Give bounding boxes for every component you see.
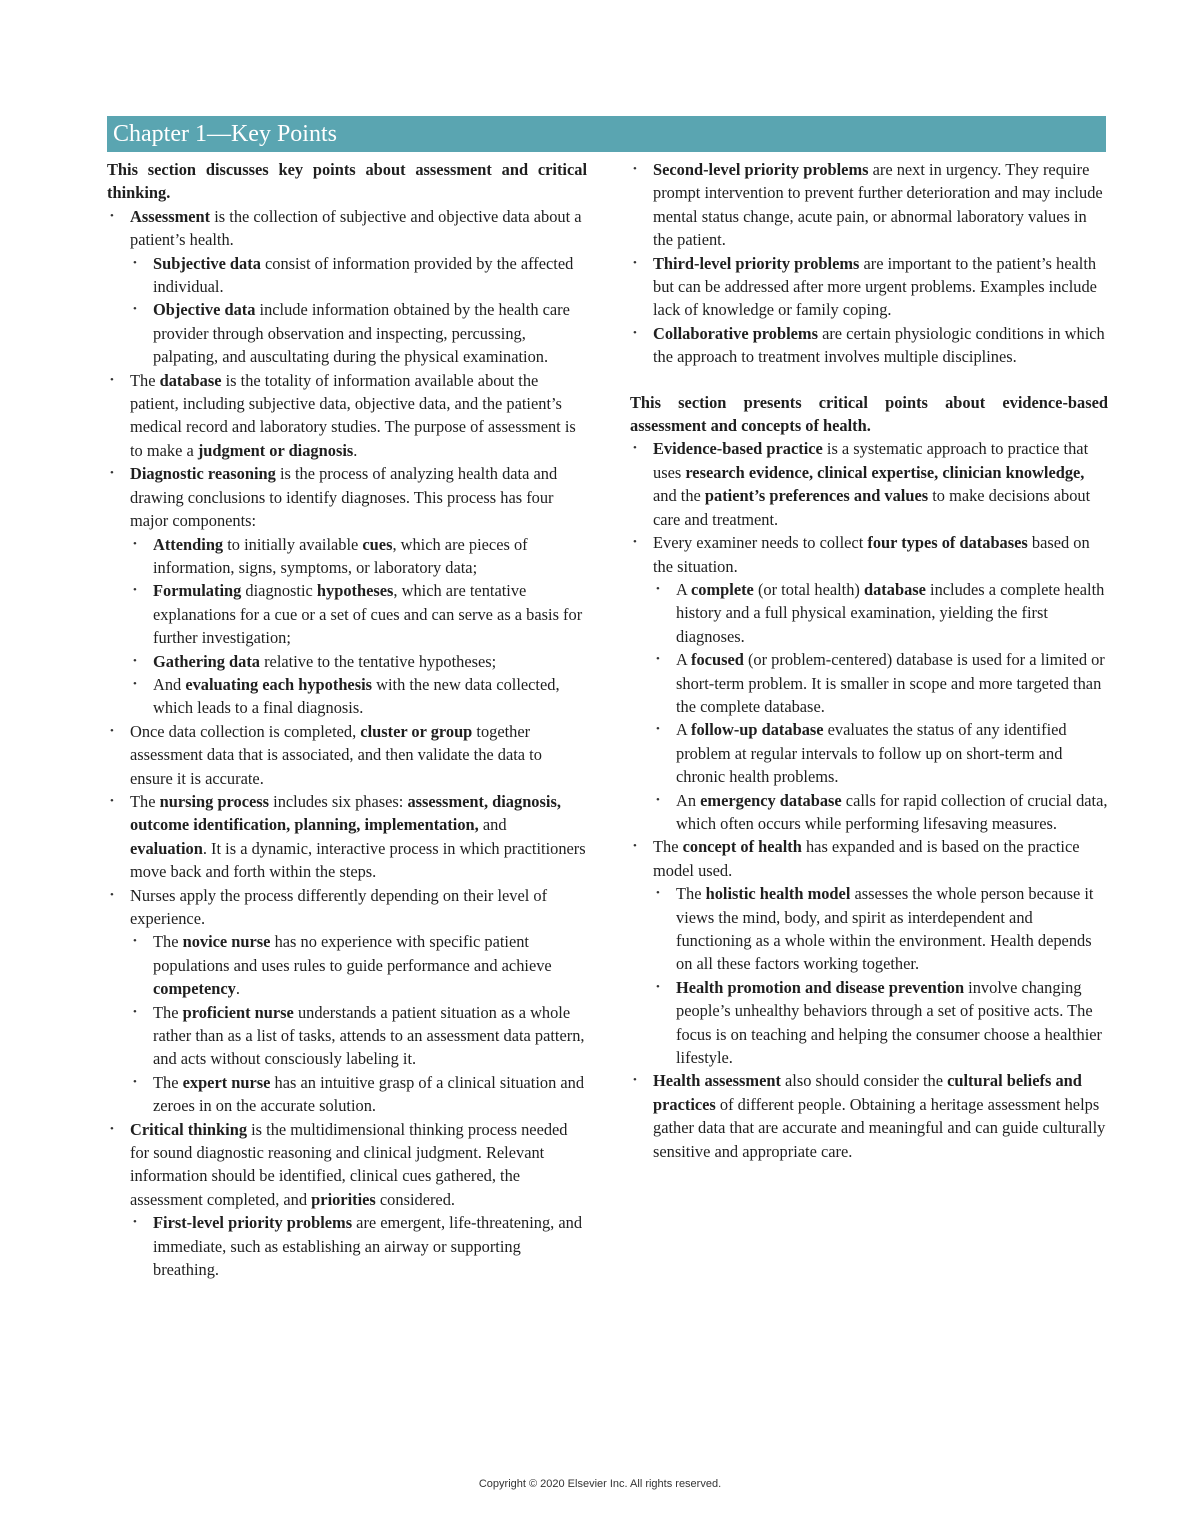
item-text: include information obtained by the health care provider through observation and inspecting, percussing, palpating, and auscultating during the physical examination.	[153, 300, 570, 367]
key-term: competency	[153, 979, 236, 999]
key-term: Gathering data	[153, 651, 260, 671]
chapter-title: Chapter 1—Key Points	[113, 120, 337, 147]
left-column	[107, 158, 587, 1282]
sub-list-item	[130, 930, 587, 1000]
bullet-icon: •	[110, 209, 114, 222]
item-text: involve changing people’s unhealthy behaviors through a set of positive acts. The focus is on teaching and helping the consumer choose a healthier lifestyle.	[676, 977, 1103, 1068]
sub-list-item	[130, 533, 587, 580]
item-text: The	[153, 1072, 183, 1092]
item-text: Once data collection is completed,	[130, 721, 361, 741]
item-text: , which are tentative explanations for a cue or a set of cues and can serve as a basis for further investigation;	[153, 581, 583, 648]
item-text: has no experience with specific patient populations and uses rules to guide performance and achieve	[153, 932, 552, 975]
item-text: (or problem-centered) database is used for a limited or short-term problem. It is smaller in scope and more targeted than the complete database.	[676, 650, 1105, 716]
sub-list-item	[130, 673, 587, 720]
key-term: hypotheses	[316, 581, 394, 601]
list-item	[630, 158, 1108, 252]
bullet-icon: •	[133, 654, 137, 667]
bullet-icon: •	[133, 537, 137, 550]
list-item	[107, 205, 587, 369]
item-text: calls for rapid collection of crucial data, which often occurs while performing lifesaving measures.	[676, 790, 1108, 833]
bullet-icon: •	[133, 935, 137, 948]
key-term: Attending	[153, 534, 224, 554]
key-term: complete	[691, 579, 754, 599]
key-term: concept of health	[682, 837, 802, 857]
item-text: also should consider the	[780, 1071, 948, 1091]
sub-list-item	[130, 579, 587, 649]
section-intro-assessment: This section discusses key points about assessment and critical thinking.	[107, 160, 587, 203]
item-text: The	[653, 837, 683, 857]
item-text: has an intuitive grasp of a clinical situation and zeroes in on the accurate solution.	[153, 1072, 585, 1116]
chapter-header-bar	[107, 116, 1106, 152]
item-text: considered.	[375, 1189, 456, 1209]
key-term: research evidence, clinical expertise, clinician knowledge,	[685, 462, 1085, 482]
sub-list-item	[653, 789, 1108, 836]
key-term: Health promotion and disease prevention	[676, 977, 965, 997]
key-term: Objective data	[153, 300, 256, 320]
bullet-icon: •	[110, 373, 114, 386]
list-item	[630, 531, 1108, 835]
bullet-icon: •	[110, 724, 114, 737]
key-term: proficient nurse	[182, 1002, 294, 1022]
bullet-icon: •	[133, 1005, 137, 1018]
copyright-footer: Copyright © 2020 Elsevier Inc. All rights reserved.	[478, 1478, 722, 1490]
key-term: focused	[691, 650, 744, 670]
key-term: Assessment	[130, 206, 211, 226]
item-text: , which are pieces of information, signs, symptoms, or laboratory data;	[153, 534, 528, 577]
bullet-icon: •	[133, 1216, 137, 1229]
sub-list-item	[653, 648, 1108, 718]
key-term: Formulating	[153, 581, 242, 601]
bullet-icon: •	[633, 163, 637, 175]
item-text: and the	[653, 486, 705, 506]
sub-list-item	[130, 252, 587, 299]
item-text: is the collection of subjective and objective data about a patient’s health.	[130, 206, 582, 250]
bullet-icon: •	[110, 794, 114, 807]
bullet-icon: •	[133, 303, 137, 316]
list-item	[630, 437, 1108, 531]
item-text: The	[676, 884, 706, 904]
list-item	[630, 835, 1108, 1069]
item-text: includes a complete health history and a full physical examination, yielding the first diagnoses.	[676, 579, 1105, 646]
bullet-icon: •	[656, 980, 660, 993]
key-term: Critical thinking	[130, 1119, 248, 1139]
list-item	[107, 720, 587, 790]
bullet-icon: •	[133, 677, 137, 690]
sub-list-item	[130, 1211, 587, 1281]
item-text: is a systematic approach to practice that uses	[653, 439, 1089, 482]
sub-list	[653, 882, 1108, 1069]
sub-list-item	[653, 718, 1108, 788]
item-text: is the totality of information available about the patient, including subjective data, objective data, and the patient’s medical record and laboratory studies. The purpose of assessment is to make a	[130, 370, 576, 460]
item-text: together assessment data that is associated, and then validate the data to ensure it is accurate.	[130, 721, 542, 788]
sub-list-item	[653, 578, 1108, 648]
item-text: .	[353, 440, 358, 460]
item-text: with the new data collected, which leads to a final diagnosis.	[153, 674, 560, 718]
sub-list-item	[130, 650, 587, 673]
list-item	[107, 790, 587, 884]
sub-list-item	[653, 882, 1108, 976]
priority-problems-list	[630, 158, 1108, 369]
item-text: A	[676, 579, 692, 599]
sub-list-item	[130, 298, 587, 368]
key-term: cultural beliefs and practices	[653, 1071, 1082, 1114]
item-text: The	[130, 370, 160, 390]
item-text: .	[235, 979, 240, 999]
bullet-icon: •	[633, 840, 637, 853]
item-text: to make decisions about care and treatment.	[653, 486, 1091, 529]
key-term: cues	[362, 534, 393, 554]
item-text: The	[153, 932, 183, 952]
item-text: Every examiner needs to collect	[653, 533, 868, 553]
item-text: A	[676, 650, 692, 670]
key-term: First-level priority problems	[153, 1213, 353, 1233]
bullet-icon: •	[656, 793, 660, 806]
key-term: Diagnostic reasoning	[130, 464, 276, 484]
key-term: Second-level priority problems	[653, 160, 869, 179]
key-term: novice nurse	[182, 932, 271, 952]
item-text: to initially available	[223, 534, 363, 554]
right-key-points-list	[630, 437, 1108, 1163]
item-text: based on the situation.	[653, 533, 1090, 576]
list-item	[107, 1118, 587, 1282]
item-text: The	[130, 791, 160, 811]
bullet-icon: •	[133, 584, 137, 597]
key-term: evaluation	[130, 838, 203, 858]
key-term: Collaborative problems	[653, 323, 818, 343]
key-term: Health assessment	[653, 1071, 781, 1091]
item-text: The	[153, 1002, 183, 1022]
key-term: assessment, diagnosis, outcome identification, planning, implementation,	[130, 791, 561, 835]
item-text: diagnostic	[241, 581, 317, 601]
bullet-icon: •	[633, 1074, 637, 1087]
bullet-icon: •	[133, 1075, 137, 1088]
item-text: assesses the whole person because it views the mind, body, and spirit as interdependent and functioning as a whole within the environment. Health depends on all these factors working together.	[676, 884, 1094, 974]
item-text: are next in urgency. They require prompt intervention to prevent further deterioration and may include mental status change, acute pain, or abnormal laboratory values in the patient.	[653, 160, 1103, 250]
item-text: includes six phases:	[269, 791, 408, 811]
item-text: has expanded and is based on the practice model used.	[653, 837, 1080, 880]
list-item	[630, 1069, 1108, 1163]
list-item	[107, 884, 587, 1118]
bullet-icon: •	[633, 536, 637, 549]
bullet-icon: •	[633, 442, 637, 455]
item-text: consist of information provided by the affected individual.	[153, 253, 574, 297]
list-item	[107, 369, 587, 463]
item-text: (or total health)	[753, 579, 864, 599]
item-text: relative to the tentative hypotheses;	[260, 651, 497, 671]
item-text: A	[676, 720, 692, 740]
key-term: evaluating each hypothesis	[185, 674, 373, 694]
item-text: and	[478, 815, 507, 835]
key-term: priorities	[311, 1189, 376, 1209]
item-text: And	[153, 674, 186, 694]
item-text: of different people. Obtaining a heritage assessment helps gather data that are accurate and meaningful and can guide culturally sensitive and appropriate care.	[653, 1094, 1106, 1161]
bullet-icon: •	[656, 723, 660, 736]
bullet-icon: •	[110, 1122, 114, 1135]
key-term: cluster or group	[360, 721, 473, 741]
list-item	[107, 462, 587, 719]
key-term: four types of databases	[867, 533, 1028, 553]
section-intro-evidence-based: This section presents critical points about evidence-based assessment and concepts of health.	[630, 392, 1108, 436]
key-term: emergency database	[700, 790, 842, 810]
sub-list	[653, 578, 1108, 835]
item-text: An	[676, 790, 701, 810]
bullet-icon: •	[110, 467, 114, 480]
bullet-icon: •	[656, 582, 660, 595]
list-item	[630, 252, 1108, 322]
sub-list	[130, 1211, 587, 1281]
left-key-points-list	[107, 205, 587, 1282]
bullet-icon: •	[110, 888, 114, 901]
sub-list-item	[130, 1071, 587, 1118]
key-term: database	[863, 579, 926, 599]
bullet-icon: •	[656, 653, 660, 666]
bullet-icon: •	[633, 326, 637, 339]
key-term: judgment or diagnosis	[197, 440, 354, 460]
sub-list	[130, 533, 587, 720]
item-text: . It is a dynamic, interactive process in which practitioners move back and forth within the steps.	[130, 838, 586, 882]
key-term: Evidence-based practice	[653, 439, 823, 459]
key-term: Third-level priority problems	[653, 253, 860, 273]
item-text: are certain physiologic conditions in which the approach to treatment involves multiple disciplines.	[653, 323, 1105, 367]
item-text: are emergent, life-threatening, and immediate, such as establishing an airway or supporting breathing.	[153, 1213, 583, 1280]
bullet-icon: •	[656, 887, 660, 900]
sub-list-item	[130, 1001, 587, 1071]
right-column	[630, 158, 1108, 1163]
item-text: understands a patient situation as a whole rather than as a list of tasks, attends to an assessment data pattern, and acts without consciously labeling it.	[153, 1002, 585, 1069]
sub-list-item	[653, 976, 1108, 1070]
key-term: patient’s preferences and values	[704, 486, 929, 506]
item-text: is the multidimensional thinking process needed for sound diagnostic reasoning and clinical judgment. Relevant information should be identified, clinical cues gathered, the assessment completed, and	[130, 1119, 568, 1209]
key-term: expert nurse	[182, 1072, 271, 1092]
item-text: is the process of analyzing health data and drawing conclusions to identify diagnoses. This process has four major components:	[130, 464, 558, 531]
key-term: follow-up database	[691, 720, 824, 740]
sub-list	[130, 930, 587, 1117]
key-term: holistic health model	[705, 884, 851, 904]
item-text: Nurses apply the process differently depending on their level of experience.	[130, 885, 548, 928]
bullet-icon: •	[633, 256, 637, 269]
key-term: Subjective data	[153, 253, 261, 273]
item-text: evaluates the status of any identified problem at regular intervals to follow up on short-term and chronic health problems.	[676, 720, 1067, 787]
item-text: are important to the patient’s health but can be addressed after more urgent problems. Examples include lack of knowledge or family coping.	[653, 253, 1097, 320]
sub-list	[130, 252, 587, 369]
key-term: database	[159, 370, 222, 390]
key-term: nursing process	[159, 791, 270, 811]
list-item	[630, 322, 1108, 369]
bullet-icon: •	[133, 256, 137, 269]
